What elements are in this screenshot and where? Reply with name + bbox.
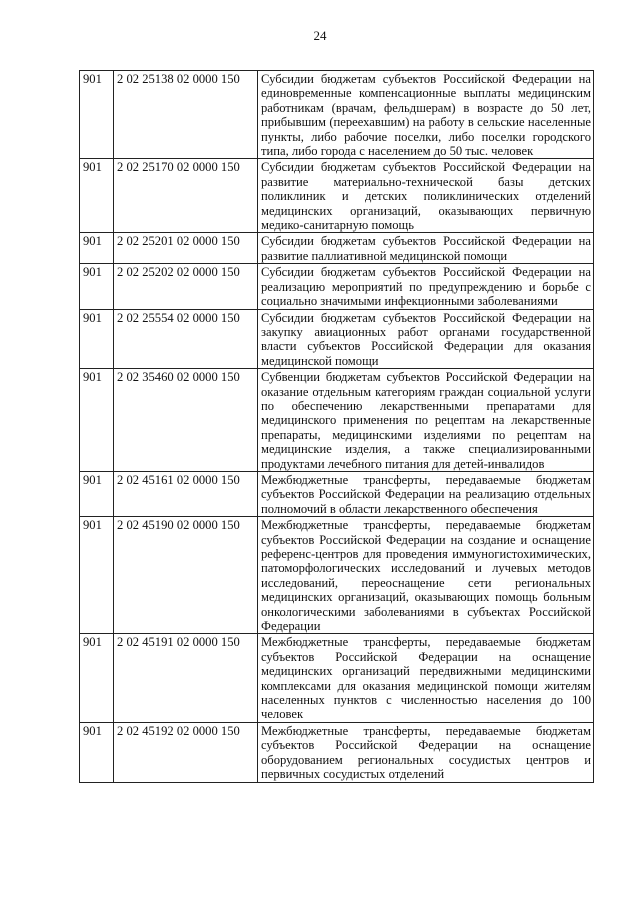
admin-code-cell: 901 [80, 264, 114, 309]
table-row [80, 517, 594, 634]
admin-code-cell: 901 [80, 369, 114, 472]
table-row [80, 309, 594, 369]
budget-classification-table [79, 70, 594, 783]
budget-code-cell: 2 02 25170 02 0000 150 [114, 159, 258, 233]
admin-code-cell: 901 [80, 71, 114, 159]
income-name-cell: Субсидии бюджетам субъектов Российской Федерации на развитие материально-технической базы детских поликлиник и детских поликлинических отделений медицинских организаций, оказывающих первичную медико-санитарную помощь [258, 159, 594, 233]
income-name-cell: Субсидии бюджетам субъектов Российской Федерации на закупку авиационных работ органами государственной власти субъектов Российской Федерации для оказания медицинской помощи [258, 309, 594, 369]
admin-code-cell: 901 [80, 233, 114, 264]
admin-code-cell: 901 [80, 159, 114, 233]
income-name-cell: Субсидии бюджетам субъектов Российской Федерации на единовременные компенсационные выплаты медицинским работникам (врачам, фельдшерам) в возрасте до 50 лет, прибывшим (переехавшим) на работу в сельские населенные пункты, либо рабочие поселки, либо поселки городского типа, либо города с населением до 50 тыс. человек [258, 71, 594, 159]
table-row [80, 233, 594, 264]
budget-code-cell: 2 02 25138 02 0000 150 [114, 71, 258, 159]
budget-code-cell: 2 02 25201 02 0000 150 [114, 233, 258, 264]
table-row [80, 264, 594, 309]
table-row [80, 722, 594, 782]
page-number: 24 [313, 28, 327, 43]
table-row [80, 634, 594, 722]
budget-code-cell: 2 02 45192 02 0000 150 [114, 722, 258, 782]
admin-code-cell: 901 [80, 634, 114, 722]
admin-code-cell: 901 [80, 471, 114, 516]
table-row [80, 71, 594, 159]
income-name-cell: Субвенции бюджетам субъектов Российской Федерации на оказание отдельным категориям граждан социальной услуги по обеспечению лекарственными препаратами для медицинского применения по рецептам на лекарственные препараты, медицинскими изделиями по рецептам на медицинские изделия, а также специализированными продуктами лечебного питания для детей-инвалидов [258, 369, 594, 472]
table-row [80, 369, 594, 472]
income-name-cell: Субсидии бюджетам субъектов Российской Федерации на развитие паллиативной медицинской помощи [258, 233, 594, 264]
admin-code-cell: 901 [80, 722, 114, 782]
budget-code-cell: 2 02 25202 02 0000 150 [114, 264, 258, 309]
budget-code-cell: 2 02 45161 02 0000 150 [114, 471, 258, 516]
table-row [80, 471, 594, 516]
admin-code-cell: 901 [80, 309, 114, 369]
budget-code-cell: 2 02 35460 02 0000 150 [114, 369, 258, 472]
budget-code-cell: 2 02 45190 02 0000 150 [114, 517, 258, 634]
budget-code-cell: 2 02 45191 02 0000 150 [114, 634, 258, 722]
income-name-cell: Межбюджетные трансферты, передаваемые бюджетам субъектов Российской Федерации на создание и оснащение референс-центров для проведения иммуногистохимических, патоморфологических исследований и лучевых методов исследований, переоснащение сети региональных медицинских организаций, оказывающих помощь больным онкологическими заболеваниями в субъектах Российской Федерации [258, 517, 594, 634]
admin-code-cell: 901 [80, 517, 114, 634]
income-name-cell: Межбюджетные трансферты, передаваемые бюджетам субъектов Российской Федерации на реализацию отдельных полномочий в области лекарственного обеспечения [258, 471, 594, 516]
budget-code-cell: 2 02 25554 02 0000 150 [114, 309, 258, 369]
income-name-cell: Межбюджетные трансферты, передаваемые бюджетам субъектов Российской Федерации на оснащение медицинских организаций передвижными медицинскими комплексами для оказания медицинской помощи жителям населенных пунктов с численностью населения до 100 человек [258, 634, 594, 722]
table-row [80, 159, 594, 233]
income-name-cell: Межбюджетные трансферты, передаваемые бюджетам субъектов Российской Федерации на оснащение оборудованием региональных сосудистых центров и первичных сосудистых отделений [258, 722, 594, 782]
income-name-cell: Субсидии бюджетам субъектов Российской Федерации на реализацию мероприятий по предупреждению и борьбе с социально значимыми инфекционными заболеваниями [258, 264, 594, 309]
